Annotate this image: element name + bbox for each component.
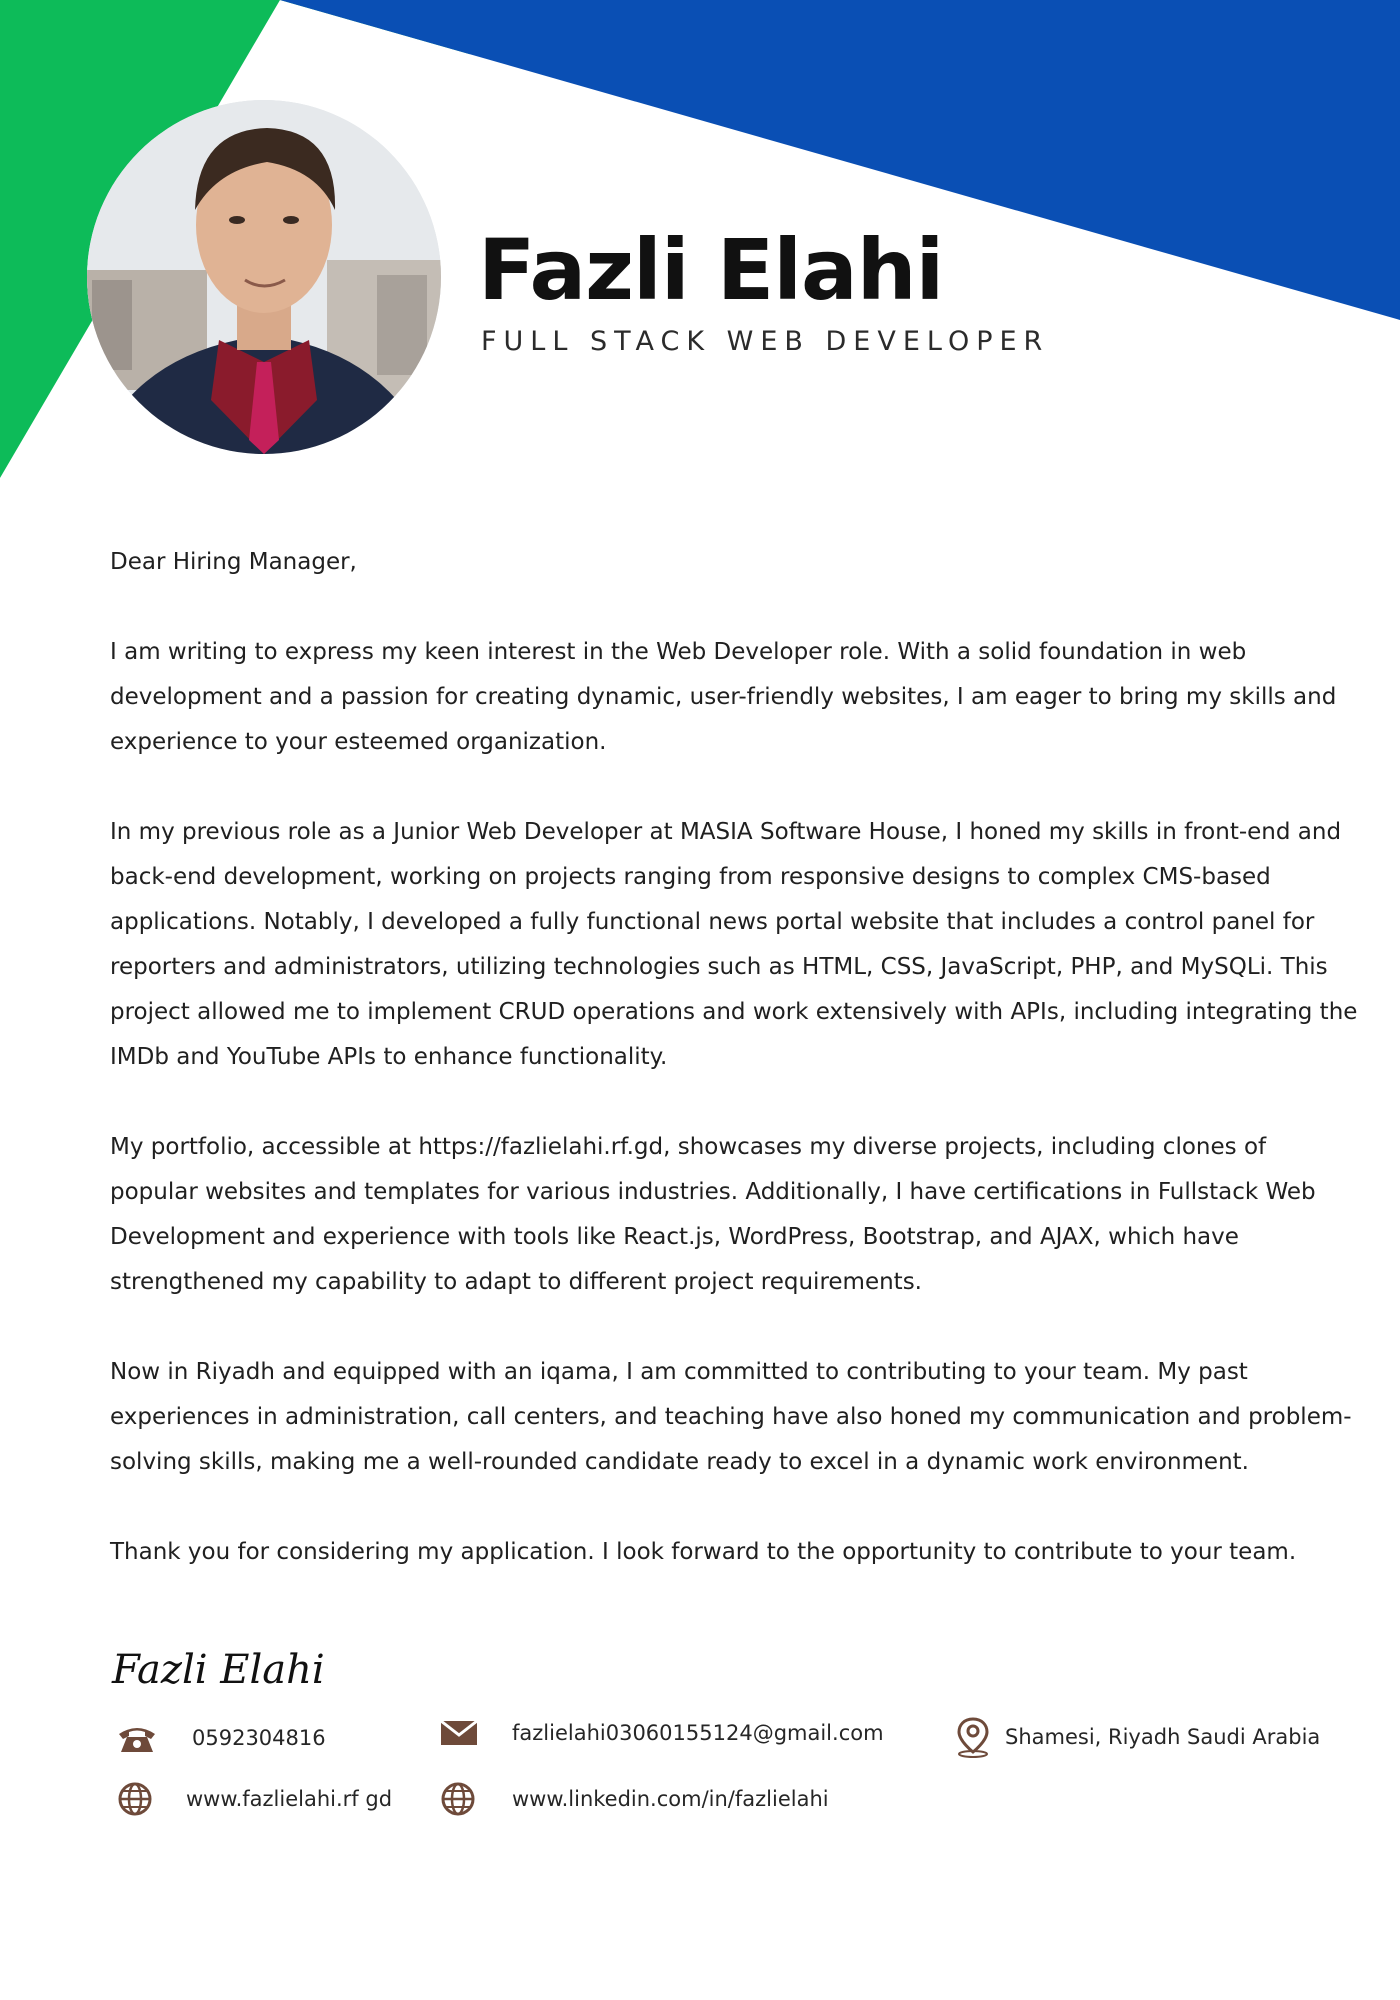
globe-icon	[440, 1781, 476, 1817]
closing: Thank you for considering my application. I look forward to the opportunity to contribute to your team.	[110, 1539, 1297, 1565]
mail-icon	[440, 1719, 478, 1747]
applicant-name: Fazli Elahi	[478, 221, 944, 319]
phone-number: 0592304816	[192, 1726, 326, 1750]
applicant-title: FULL STACK WEB DEVELOPER	[481, 326, 1050, 357]
paragraph-riyadh: Now in Riyadh and equipped with an iqama, I am committed to contributing to your team. My past experiences in administration, call centers, and teaching have also honed my communication and problem-solving skills, making me a well-rounded candidate ready to excel in a dynamic work environment.	[110, 1359, 1352, 1475]
paragraph-portfolio: My portfolio, accessible at https://fazlielahi.rf.gd, showcases my diverse projects, including clones of popular websites and templates for various industries. Additionally, I have certifications in Fullstack Web Development and experience with tools like React.js, WordPress, Bootstrap, and AJAX, which have strengthened my capability to adapt to different project requirements.	[110, 1134, 1316, 1295]
linkedin-link[interactable]: www.linkedin.com/in/fazlielahi	[512, 1787, 829, 1811]
location-text: Shamesi, Riyadh Saudi Arabia	[1005, 1725, 1321, 1749]
website-link[interactable]: www.fazlielahi.rf gd	[186, 1787, 393, 1811]
contact-website	[117, 1781, 392, 1817]
contact-phone	[115, 1722, 326, 1754]
contact-email	[440, 1719, 884, 1747]
avatar	[87, 100, 441, 454]
globe-icon	[117, 1781, 153, 1817]
greeting: Dear Hiring Manager,	[110, 549, 357, 575]
profile-photo	[87, 100, 441, 454]
contact-linkedin	[440, 1781, 829, 1817]
paragraph-experience: In my previous role as a Junior Web Developer at MASIA Software House, I honed my skills in front-end and back-end development, working on projects ranging from responsive designs to complex CMS-based applications. Notably, I developed a fully functional news portal website that includes a control panel for reporters and administrators, utilizing technologies such as HTML, CSS, JavaScript, PHP, and MySQLi. This project allowed me to implement CRUD operations and work extensively with APIs, including integrating the IMDb and YouTube APIs to enhance functionality.	[110, 819, 1358, 1070]
paragraph-intro: I am writing to express my keen interest in the Web Developer role. With a solid foundation in web development and a passion for creating dynamic, user-friendly websites, I am eager to bring my skills and experience to your esteemed organization.	[110, 639, 1337, 755]
contact-location	[955, 1716, 1320, 1758]
email-link[interactable]: fazlielahi03060155124@gmail.com	[512, 1721, 884, 1745]
phone-icon	[115, 1722, 159, 1754]
location-pin-icon	[955, 1716, 991, 1758]
letter-body	[110, 540, 1360, 1575]
signature: Fazli Elahi	[112, 1647, 325, 1693]
